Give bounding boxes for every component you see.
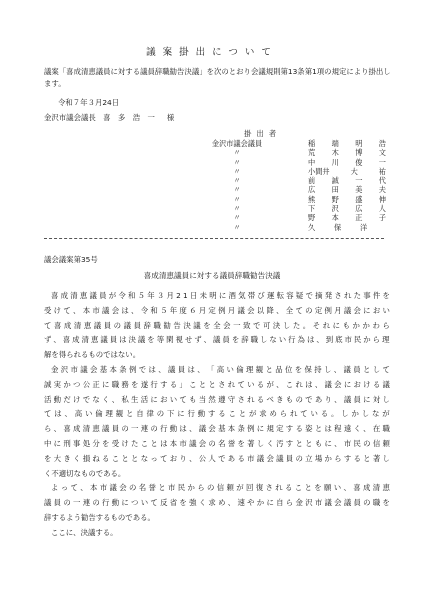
proposer-name	[308, 176, 386, 185]
proposer-name-part: 美	[355, 185, 363, 195]
body-line: 誠 実 か つ 公 正 に 職 務 を 遂 行 す る 」 こ と と さ れ て い る が 、 こ れ は 、 議 会 に お け る 議	[44, 379, 390, 389]
proposer-name	[308, 148, 386, 157]
proposer-name-part: 川	[331, 157, 339, 167]
proposer-row	[200, 213, 386, 222]
body-line: 活 動 だ け で な く 、 私 生 活 に お い て も 当 然 遵 守 さ れ る べ き も の で あ り 、 議 員 に 対 し	[44, 394, 390, 404]
bill-number: 議会議案第35号	[44, 255, 98, 264]
proposer-label: 掛出者	[244, 129, 282, 138]
proposer-affiliation: 〃	[233, 204, 241, 214]
body-line: 受 け て 、 本 市 議 会 は 、 令 和 ５ 年 度 ６ 月 定 例 月 議 会 以 降 、 全 て の 定 例 月 議 会 に お い	[44, 305, 390, 315]
body-line: て は 、 高 い 倫 理 観 と 自 律 の 下 に 行 動 す る こ と が 求 め ら れ て い る 。 し か し な が	[44, 409, 390, 419]
proposer-affiliation: 〃	[233, 148, 241, 158]
proposer-affiliation: 〃	[233, 213, 241, 223]
body-line: よ っ て 、 本 市 議 会 の 名 誉 と 市 民 か ら の 信 頼 が 回 復 さ れ る こ と を 願 い 、 喜 成 清 恵	[51, 483, 390, 493]
proposer-name-part: 野	[331, 194, 339, 204]
proposer-name-part: 大	[350, 166, 358, 176]
proposer-name-part: 夫	[378, 185, 386, 195]
proposer-name-part: 広	[308, 185, 316, 195]
body-line: 喜 成 清 恵 議 員 が 令 和 ５ 年 ３ 月 2 1 日 未 明 に 酒 気 帯 び 運 転 容 疑 で 摘 発 さ れ た 事 件 を	[51, 291, 390, 300]
proposer-affiliation: 〃	[233, 194, 241, 204]
proposer-row	[200, 139, 386, 148]
proposer-name-part: 前	[308, 176, 316, 186]
proposer-list	[200, 139, 386, 232]
proposer-name-part: 文	[378, 148, 386, 158]
proposer-affiliation: 〃	[233, 176, 241, 186]
proposer-name-part: 中	[308, 157, 316, 167]
proposer-name	[308, 204, 386, 213]
proposer-name-part: 盛	[355, 194, 363, 204]
section-divider	[44, 238, 384, 239]
submission-date: 令和７年３月24日	[58, 98, 120, 107]
body-line: 中 に 刑 事 処 分 を 受 け た こ と は 本 市 議 会 の 名 誉 を 著 し く 汚 す と と も に 、 市 民 の 信 頼	[44, 438, 390, 448]
proposer-name-part: 保	[334, 222, 342, 232]
body-line: ず 、 喜 成 清 恵 議 員 は 決 議 を 等 閑 視 せ ず 、 議 員 を 辞 職 し な い 行 為 は 、 到 底 市 民 か ら 理	[44, 335, 390, 345]
proposer-name-part: 広	[355, 204, 363, 214]
proposer-name-part: 本	[331, 213, 339, 223]
addressee-name: 金沢市議会議長 喜 多 浩 一	[44, 113, 155, 122]
document-title: 議案掛出について	[146, 47, 278, 58]
proposer-name	[308, 213, 386, 222]
resolution-body	[44, 289, 390, 541]
proposer-row	[200, 185, 386, 194]
proposer-name-part: 荒	[308, 148, 316, 158]
body-line: て 喜 成 清 恵 議 員 の 議 員 辞 職 勧 告 決 議 を 全 会 一 致 で 可 決 し た 。 そ れ に も か か わ ら	[44, 320, 390, 330]
body-line: く不適切なものである。	[44, 468, 126, 478]
proposer-name	[308, 223, 386, 232]
proposer-name-part: 沢	[331, 204, 339, 214]
proposer-affiliation: 〃	[233, 222, 241, 232]
proposer-name-part: 博	[355, 148, 363, 158]
proposer-affiliation: 〃	[233, 166, 241, 176]
proposer-row	[200, 195, 386, 204]
proposer-name-part: 木	[331, 148, 339, 158]
proposer-row	[200, 148, 386, 157]
body-line: 解を得られるものではない。	[44, 350, 141, 360]
body-line: 金 沢 市 議 会 基 本 条 例 で は 、 議 員 は 、 「 高 い 倫 理 観 と 品 位 を 保 持 し 、 議 員 と し て	[51, 364, 390, 374]
body-line: 議 員 の 一 連 の 行 動 に つ い て 反 省 を 強 く 求 め 、 速 や か に 自 ら 金 沢 市 議 会 議 員 の 職 を	[44, 498, 390, 508]
proposer-name-part: 明	[355, 139, 363, 148]
proposer-name-part: 俊	[355, 157, 363, 167]
proposer-name-part: 人	[378, 204, 386, 214]
proposer-name	[308, 158, 386, 167]
proposer-name-part: 祐	[378, 166, 386, 176]
proposer-name	[308, 167, 386, 176]
proposer-name-part: 下	[308, 204, 316, 214]
body-line: ここに、決議する。	[51, 527, 118, 537]
proposer-affiliation: 金沢市議会議員	[211, 139, 263, 148]
proposer-name-part: 久	[308, 222, 316, 232]
proposer-row	[200, 204, 386, 213]
proposer-name-part: 熊	[308, 194, 316, 204]
proposer-affiliation: 〃	[233, 157, 241, 167]
bill-title: 喜成清恵議員に対する議員辞職勧告決議	[143, 271, 281, 280]
proposer-name-part: 野	[308, 213, 316, 223]
proposer-name-part: 田	[331, 185, 339, 195]
proposer-name	[308, 195, 386, 204]
proposer-name	[308, 185, 386, 194]
proposer-row	[200, 176, 386, 185]
proposer-name-part: 一	[355, 176, 363, 186]
body-line: 辞するよう勧告するものである。	[44, 512, 155, 522]
proposer-row	[200, 158, 386, 167]
proposer-name-part: 誠	[331, 176, 339, 186]
proposer-name	[308, 139, 386, 148]
proposer-name-part: 稲	[308, 139, 316, 148]
proposer-name-part: 一	[378, 157, 386, 167]
proposer-row	[200, 167, 386, 176]
proposer-row	[200, 223, 386, 232]
proposer-name-part: 浩	[378, 139, 386, 148]
proposer-name-part: 洋	[360, 222, 368, 232]
proposer-name-part: 端	[331, 139, 339, 148]
proposer-affiliation: 〃	[233, 185, 241, 195]
proposer-name-part: 正	[355, 213, 363, 223]
proposer-name-part: 小間井	[308, 166, 330, 176]
body-line: ら 、 喜 成 清 恵 議 員 の 一 連 の 行 動 は 、 議 会 基 本 条 例 に 規 定 す る 姿 と は 程 遠 く 、 在 職	[44, 424, 390, 434]
proposer-name-part: 代	[378, 176, 386, 186]
addressee-honorific: 様	[166, 113, 175, 122]
intro-paragraph: 議案「喜成清恵議員に対する議員辞職勧告決議」を次のとおり会議規則第13条第1項の規定により掛出します。	[44, 67, 391, 88]
proposer-name-part: 子	[378, 213, 386, 223]
body-line: を 大 き く 損 ね る こ と と な っ て お り 、 公 人 で あ る 市 議 会 議 員 の 立 場 か ら す る と 著 し	[44, 453, 390, 463]
proposer-name-part: 伸	[378, 194, 386, 204]
addressee	[44, 112, 174, 123]
